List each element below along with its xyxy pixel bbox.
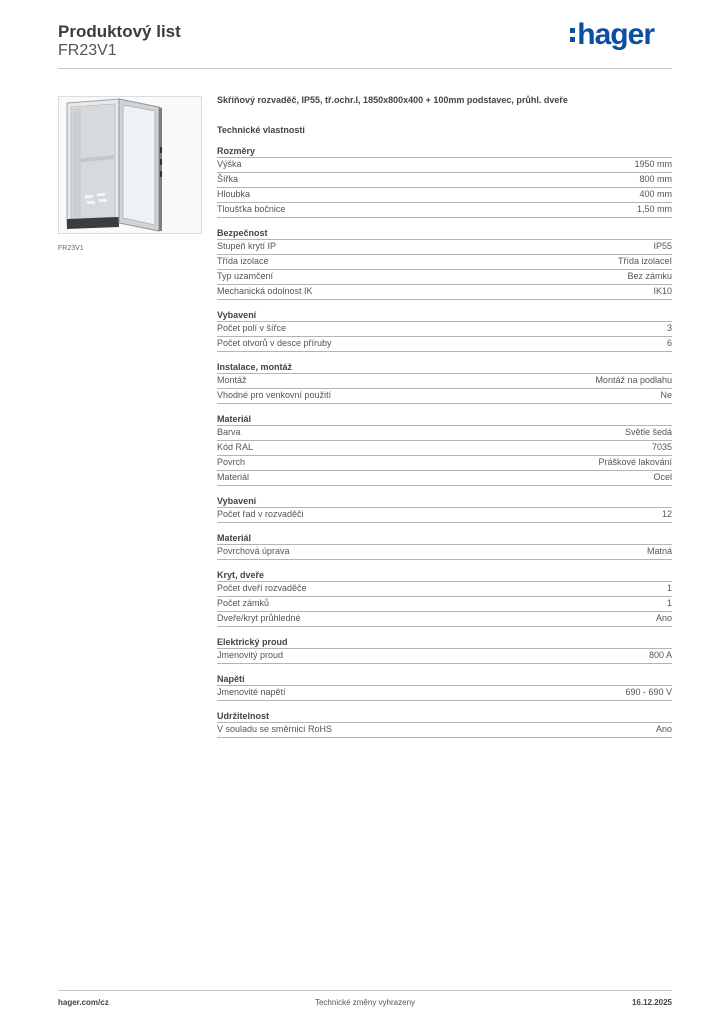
spec-label: Mechanická odolnost IK xyxy=(217,286,313,296)
spec-label: Počet otvorů v desce příruby xyxy=(217,338,332,348)
spec-value: 1 xyxy=(666,583,672,593)
spec-label: Dveře/kryt průhledné xyxy=(217,613,301,623)
footer-website: hager.com/cz xyxy=(58,998,109,1007)
spec-label: Typ uzamčení xyxy=(217,271,274,281)
spec-row xyxy=(217,581,672,596)
section-title: Elektrický proud xyxy=(217,637,288,647)
spec-value: 1 xyxy=(666,598,672,608)
spec-section xyxy=(217,636,672,664)
spec-section xyxy=(217,309,672,352)
spec-label: Výška xyxy=(217,159,242,169)
spec-label: Barva xyxy=(217,427,241,437)
spec-row xyxy=(217,388,672,404)
spec-value: 400 mm xyxy=(639,189,672,199)
section-title: Vybavení xyxy=(217,310,257,320)
spec-row xyxy=(217,611,672,627)
section-title: Kryt, dveře xyxy=(217,570,265,580)
spec-row xyxy=(217,336,672,352)
footer-notice: Technické změny vyhrazeny xyxy=(314,998,416,1007)
spec-value: Třída izolaceI xyxy=(617,256,672,266)
section-title: Rozměry xyxy=(217,146,256,156)
spec-label: Počet řad v rozvaděči xyxy=(217,509,304,519)
spec-rows xyxy=(217,321,672,352)
spec-label: Třída izolace xyxy=(217,256,269,266)
section-title: Materiál xyxy=(217,533,252,543)
spec-row xyxy=(217,269,672,284)
section-title: Udržitelnost xyxy=(217,711,270,721)
spec-row xyxy=(217,722,672,738)
spec-row xyxy=(217,648,672,664)
spec-section xyxy=(217,495,672,523)
spec-section xyxy=(217,361,672,404)
spec-row xyxy=(217,544,672,560)
spec-value: 1950 mm xyxy=(634,159,672,169)
spec-value: IK10 xyxy=(653,286,672,296)
section-title: Napětí xyxy=(217,674,245,684)
spec-value: Práškové lakování xyxy=(598,457,672,467)
spec-value: Montáž na podlahu xyxy=(595,375,672,385)
spec-rows xyxy=(217,544,672,560)
spec-value: 1,50 mm xyxy=(636,204,672,214)
spec-row xyxy=(217,202,672,218)
section-title: Instalace, montáž xyxy=(217,362,293,372)
spec-label: Kód RAL xyxy=(217,442,254,452)
spec-row xyxy=(217,157,672,172)
logo-dots-icon xyxy=(570,26,575,44)
spec-label: Počet dveří rozvaděče xyxy=(217,583,307,593)
spec-label: Stupeň krytí IP xyxy=(217,241,277,251)
footer-divider xyxy=(58,990,672,991)
spec-rows xyxy=(217,581,672,627)
logo-text: hager xyxy=(577,18,654,51)
spec-label: Vhodné pro venkovní použití xyxy=(217,390,332,400)
spec-section xyxy=(217,710,672,738)
spec-row xyxy=(217,284,672,300)
spec-value: 7035 xyxy=(651,442,672,452)
spec-rows xyxy=(217,373,672,404)
spec-rows xyxy=(217,157,672,218)
spec-section xyxy=(217,413,672,486)
product-image-frame xyxy=(58,96,202,234)
section-title: Bezpečnost xyxy=(217,228,268,238)
spec-section xyxy=(217,673,672,701)
spec-value: IP55 xyxy=(653,241,672,251)
spec-rows xyxy=(217,722,672,738)
spec-value: 3 xyxy=(666,323,672,333)
spec-label: Počet polí v šířce xyxy=(217,323,287,333)
spec-value: Ocel xyxy=(653,472,672,482)
header-divider xyxy=(58,68,672,69)
spec-value: Světle šedá xyxy=(624,427,672,437)
page-header xyxy=(58,20,672,70)
spec-row xyxy=(217,425,672,440)
cabinet-image xyxy=(59,97,201,233)
spec-value: Ano xyxy=(655,613,672,623)
spec-value: Ne xyxy=(660,390,672,400)
spec-label: Materiál xyxy=(217,472,250,482)
spec-label: Montáž xyxy=(217,375,247,385)
section-title: Materiál xyxy=(217,414,252,424)
spec-value: 690 - 690 V xyxy=(625,687,672,697)
spec-row xyxy=(217,254,672,269)
spec-label: Jmenovité napětí xyxy=(217,687,286,697)
spec-label: Šířka xyxy=(217,174,239,184)
spec-label: Povrch xyxy=(217,457,246,467)
spec-row xyxy=(217,470,672,486)
spec-value: Ano xyxy=(655,724,672,734)
spec-row xyxy=(217,507,672,523)
spec-row xyxy=(217,187,672,202)
spec-value: 800 A xyxy=(648,650,672,660)
page-footer xyxy=(58,998,672,1012)
spec-label: Hloubka xyxy=(217,189,251,199)
page-title: Produktový list xyxy=(58,22,181,41)
spec-row xyxy=(217,321,672,336)
spec-section xyxy=(217,569,672,627)
spec-row xyxy=(217,373,672,388)
spec-row xyxy=(217,239,672,254)
spec-rows xyxy=(217,507,672,523)
spec-rows xyxy=(217,239,672,300)
spec-value: 12 xyxy=(661,509,672,519)
spec-row xyxy=(217,440,672,455)
spec-label: Povrchová úprava xyxy=(217,546,290,556)
spec-rows xyxy=(217,425,672,486)
footer-date: 16.12.2025 xyxy=(631,998,672,1007)
spec-label: V souladu se směrnicí RoHS xyxy=(217,724,333,734)
spec-row xyxy=(217,455,672,470)
spec-label: Počet zámků xyxy=(217,598,270,608)
spec-section xyxy=(217,532,672,560)
spec-value: 6 xyxy=(666,338,672,348)
spec-label: Jmenovitý proud xyxy=(217,650,284,660)
spec-value: 800 mm xyxy=(639,174,672,184)
product-description: Skříňový rozvaděč, IP55, tř.ochr.I, 1850x800x400 + 100mm podstavec, průhl. dveře xyxy=(217,95,568,105)
spec-rows xyxy=(217,685,672,701)
spec-row xyxy=(217,172,672,187)
spec-row xyxy=(217,685,672,701)
product-image-caption: FR23V1 xyxy=(58,245,84,252)
hager-logo xyxy=(570,20,654,50)
spec-value: Bez zámku xyxy=(627,271,672,281)
section-title: Vybavení xyxy=(217,496,257,506)
product-details xyxy=(217,95,672,747)
spec-value: Matná xyxy=(646,546,672,556)
spec-sections xyxy=(217,145,672,738)
spec-section xyxy=(217,227,672,300)
spec-row xyxy=(217,596,672,611)
spec-rows xyxy=(217,648,672,664)
spec-label: Tloušťka bočnice xyxy=(217,204,286,214)
product-code: FR23V1 xyxy=(58,42,117,59)
spec-section xyxy=(217,145,672,218)
technical-properties-heading: Technické vlastnosti xyxy=(217,125,305,135)
